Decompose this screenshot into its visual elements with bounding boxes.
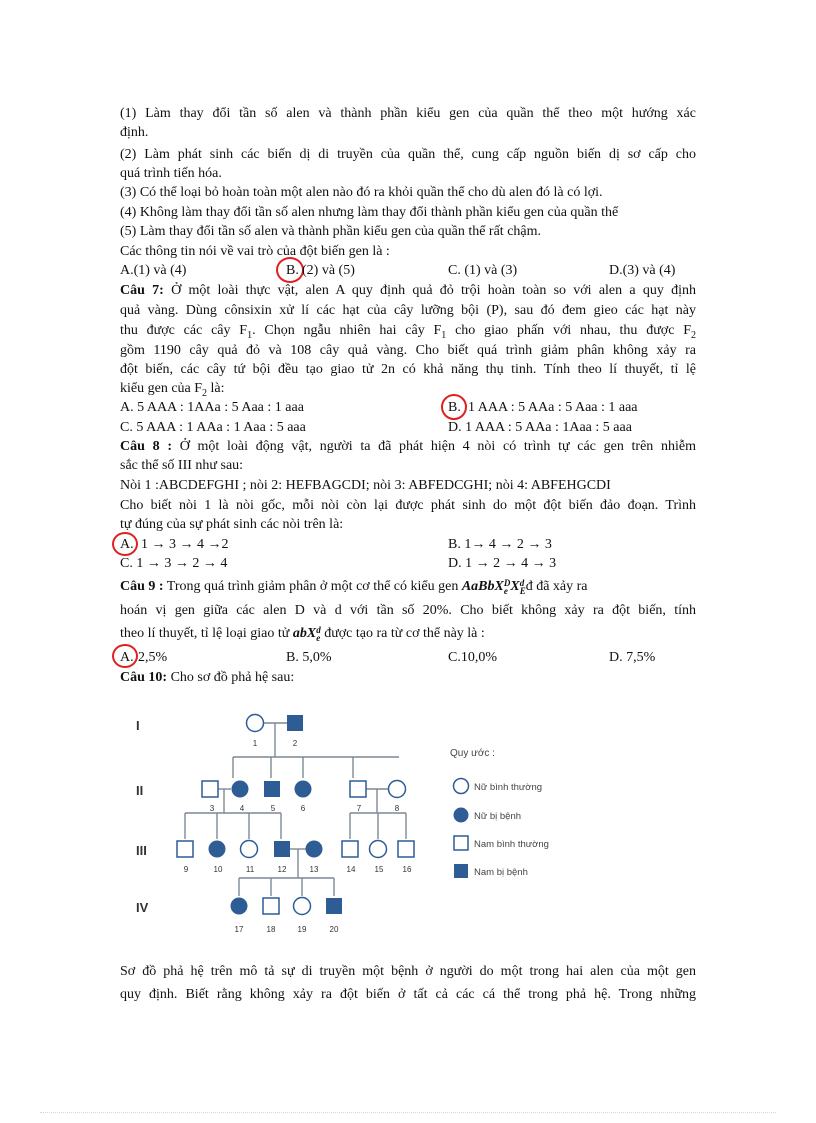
q10-line bbox=[120, 668, 696, 687]
q8-line-4: Cho biết nòi 1 là nòi gốc, mỗi nòi còn lại được phát sinh do một đột biến đảo đoạn. Trình bbox=[120, 498, 696, 513]
q7-l3a: thu được các cây F bbox=[120, 323, 248, 338]
female-affected-symbol bbox=[232, 781, 249, 798]
male-affected-symbol bbox=[274, 841, 290, 857]
q9-l3a: theo lí thuyết, tỉ lệ loại giao tử bbox=[120, 626, 293, 641]
q9-option-d: D. 7,5% bbox=[609, 650, 656, 665]
q6-question: Các thông tin nói về vai trò của đột biến gen là : bbox=[120, 244, 390, 259]
q7-l6a: kiểu gen của F bbox=[120, 381, 203, 396]
statement-1-line-2: định. bbox=[120, 125, 149, 140]
q8-option-d: D. 1 → 2 → 4 → 3 bbox=[448, 556, 557, 571]
id-label: 4 bbox=[239, 804, 245, 813]
statement-4: (4) Không làm thay đổi tần số alen nhưng làm thay đổi thành phần kiểu gen của quần thể bbox=[120, 205, 619, 220]
q6-option-d: D.(3) và (4) bbox=[609, 263, 676, 278]
female-normal-symbol bbox=[389, 781, 406, 798]
female-affected-symbol bbox=[231, 898, 248, 915]
legend-label: Nam bình thường bbox=[474, 839, 549, 850]
q8-option-c: C. 1 → 3 → 2 → 4 bbox=[120, 556, 228, 571]
statement-5: (5) Làm thay đổi tần số alen và thành phần kiểu gen của quần thể rất chậm. bbox=[120, 224, 542, 239]
q9-gamete: abXd e bbox=[292, 624, 321, 643]
generation-label: III bbox=[136, 843, 147, 858]
q8-option-a-letter: A. bbox=[120, 537, 134, 552]
id-label: 6 bbox=[300, 804, 306, 813]
female-affected-symbol bbox=[306, 841, 323, 858]
q8-label: Câu 8 : bbox=[120, 439, 172, 454]
male-normal-symbol bbox=[263, 898, 279, 914]
id-label: 20 bbox=[329, 925, 339, 934]
q7-option-c: C. 5 AAA : 1 AAa : 1 Aaa : 5 aaa bbox=[120, 420, 306, 435]
q7-sub-4: 2 bbox=[202, 387, 208, 399]
q9-l1b: đ đã xảy ra bbox=[525, 579, 588, 594]
legend-label: Nữ bị bệnh bbox=[474, 811, 522, 822]
q7-line-5: đột biến, các cây tứ bội đều tạo giao tử 2n có khả năng thụ tinh. Tính theo lí thuyết, tỉ lệ bbox=[120, 362, 696, 377]
generation-label: II bbox=[136, 783, 144, 798]
male-normal-symbol bbox=[342, 841, 358, 857]
id-label: 12 bbox=[277, 865, 287, 874]
q9-line-3 bbox=[120, 624, 696, 643]
id-label: 11 bbox=[245, 865, 255, 874]
legend-female-affected-symbol bbox=[454, 808, 469, 823]
legend-female-normal-symbol bbox=[454, 779, 469, 794]
id-label: 9 bbox=[183, 865, 189, 874]
q8-option-a-text: 1 → 3 → 4 →2 bbox=[141, 537, 229, 552]
q7-sub-2: 1 bbox=[441, 329, 447, 341]
page-bottom-divider bbox=[40, 1112, 776, 1113]
q7-sub-1: 1 bbox=[247, 329, 253, 341]
q6-option-c: C. (1) và (3) bbox=[448, 263, 518, 278]
id-label: 14 bbox=[346, 865, 356, 874]
q7-text: Ở một loài thực vật, alen A quy định quả đỏ trội hoàn toàn so với alen a quy định bbox=[163, 283, 697, 298]
male-normal-symbol bbox=[202, 781, 218, 797]
q7-line-6 bbox=[120, 379, 696, 398]
q8-line-1 bbox=[120, 437, 696, 456]
male-affected-symbol bbox=[287, 715, 303, 731]
female-normal-symbol bbox=[294, 898, 311, 915]
q7-option-b-text: 1 AAA : 5 AAa : 5 Aaa : 1 aaa bbox=[468, 400, 638, 415]
id-label: 3 bbox=[209, 804, 215, 813]
female-normal-symbol bbox=[241, 841, 258, 858]
answer-circle-mark bbox=[112, 644, 138, 668]
statement-2-line-2: quá trình tiến hóa. bbox=[120, 166, 222, 181]
female-affected-symbol bbox=[295, 781, 312, 798]
q8-line-2: sắc thể số III như sau: bbox=[120, 458, 244, 473]
id-label: 5 bbox=[270, 804, 276, 813]
male-affected-symbol bbox=[264, 781, 280, 797]
q6-option-a: A.(1) và (4) bbox=[120, 263, 187, 278]
statement-3: (3) Có thể loại bỏ hoàn toàn một alen nào đó ra khỏi quần thể cho dù alen đó là có lợi. bbox=[120, 185, 603, 200]
answer-circle-mark bbox=[112, 532, 138, 556]
female-affected-symbol bbox=[209, 841, 226, 858]
q10-label: Câu 10: bbox=[120, 670, 168, 685]
legend-label: Nữ bình thường bbox=[474, 782, 543, 793]
id-label: 17 bbox=[234, 925, 244, 934]
q7-l3c: . Chọn ngẫu nhiên hai cây F bbox=[252, 323, 442, 338]
q9-line-1 bbox=[120, 577, 696, 596]
female-normal-symbol bbox=[370, 841, 387, 858]
id-label: 1 bbox=[252, 739, 258, 748]
q9-option-b: B. 5,0% bbox=[286, 650, 332, 665]
legend-male-affected-symbol bbox=[454, 864, 468, 878]
q9-line-2: hoán vị gen giữa các alen D và d với tần số 20%. Cho biết không xảy ra đột biến, tính bbox=[120, 603, 696, 618]
q9-label: Câu 9 : bbox=[120, 579, 164, 594]
answer-circle-mark bbox=[276, 257, 304, 283]
id-label: 13 bbox=[309, 865, 319, 874]
q8-line-3: Nòi 1 :ABCDEFGHI ; nòi 2: HEFBAGCDI; nòi 3: ABFEDCGHI; nòi 4: ABFEHGCDI bbox=[120, 478, 611, 493]
id-label: 16 bbox=[402, 865, 412, 874]
legend-title: Quy ước : bbox=[450, 748, 495, 759]
male-affected-symbol bbox=[326, 898, 342, 914]
legend-male-normal-symbol bbox=[454, 836, 468, 850]
q7-label: Câu 7: bbox=[120, 283, 164, 298]
id-label: 18 bbox=[266, 925, 276, 934]
answer-circle-mark bbox=[441, 394, 467, 420]
q7-option-d: D. 1 AAA : 5 AAa : 1Aaa : 5 aaa bbox=[448, 420, 632, 435]
q9-genotype: AaBbXD e Xd E bbox=[461, 577, 526, 596]
q8-line-5: tự đúng của sự phát sinh các nòi trên là: bbox=[120, 517, 344, 532]
q9-option-a-letter: A. bbox=[120, 650, 134, 665]
male-normal-symbol bbox=[398, 841, 414, 857]
q10-text: Cho sơ đồ phả hệ sau: bbox=[167, 670, 295, 685]
female-normal-symbol bbox=[247, 715, 264, 732]
q9-l1a: Trong quá trình giảm phân ở một cơ thể có kiểu gen bbox=[163, 579, 462, 594]
q9-geno-text: AaBbX bbox=[461, 579, 504, 594]
q9-l3b: được tạo ra từ cơ thể này là : bbox=[320, 626, 485, 641]
statement-2-line-1: (2) Làm phát sinh các biến dị di truyền của quần thể, cung cấp nguồn biến dị sơ cấp cho bbox=[120, 147, 696, 162]
statement-1-line-1: (1) Làm thay đổi tần số alen và thành phần kiểu gen của quần thể theo một hướng xác bbox=[120, 106, 696, 121]
id-label: 19 bbox=[297, 925, 307, 934]
q7-option-a: A. 5 AAA : 1AAa : 5 Aaa : 1 aaa bbox=[120, 400, 304, 415]
id-label: 2 bbox=[292, 739, 298, 748]
q6-option-b-text: (2) và (5) bbox=[302, 263, 355, 278]
q8-text: Ở một loài động vật, người ta đã phát hiện 4 nòi có trình tự các gen trên nhiễm bbox=[171, 439, 696, 454]
generation-label: I bbox=[136, 718, 140, 733]
id-label: 15 bbox=[374, 865, 384, 874]
legend-label: Nam bị bệnh bbox=[474, 867, 528, 878]
q9-option-c: C.10,0% bbox=[448, 650, 497, 665]
id-label: 8 bbox=[394, 804, 400, 813]
q7-line-3 bbox=[120, 321, 696, 340]
after-line-1: Sơ đồ phả hệ trên mô tả sự di truyền một bệnh ở người do một trong hai alen của một gen bbox=[120, 964, 696, 979]
male-normal-symbol bbox=[177, 841, 193, 857]
q7-line-1 bbox=[120, 281, 696, 300]
after-line-2: quy định. Biết rằng không xảy ra đột biến ở tất cả các cá thể trong phả hệ. Trong những bbox=[120, 987, 696, 1002]
generation-label: IV bbox=[136, 900, 149, 915]
q9-gam-text: abX bbox=[292, 626, 317, 641]
id-label: 7 bbox=[356, 804, 362, 813]
q9-option-a-text: 2,5% bbox=[138, 650, 168, 665]
q7-l6c: là: bbox=[207, 381, 225, 396]
q7-l3e: cho giao phấn với nhau, thu được F bbox=[446, 323, 691, 338]
q7-option-b-letter: B. bbox=[448, 400, 461, 415]
q7-line-2: quả vàng. Dùng cônsixin xử lí các hạt của cây lưỡng bội (P), sau đó đem gieo các hạt này bbox=[120, 303, 696, 318]
q8-option-b: B. 1→ 4 → 2 → 3 bbox=[448, 537, 552, 552]
pedigree-chart bbox=[120, 700, 580, 950]
male-normal-symbol bbox=[350, 781, 366, 797]
q7-sub-3: 2 bbox=[691, 329, 696, 341]
q6-option-b-letter: B. bbox=[286, 263, 299, 278]
id-label: 10 bbox=[213, 865, 223, 874]
q7-line-4: gồm 1190 cây quả đỏ và 108 cây quả vàng. Cho biết quá trình giảm phân không xảy ra bbox=[120, 343, 696, 358]
